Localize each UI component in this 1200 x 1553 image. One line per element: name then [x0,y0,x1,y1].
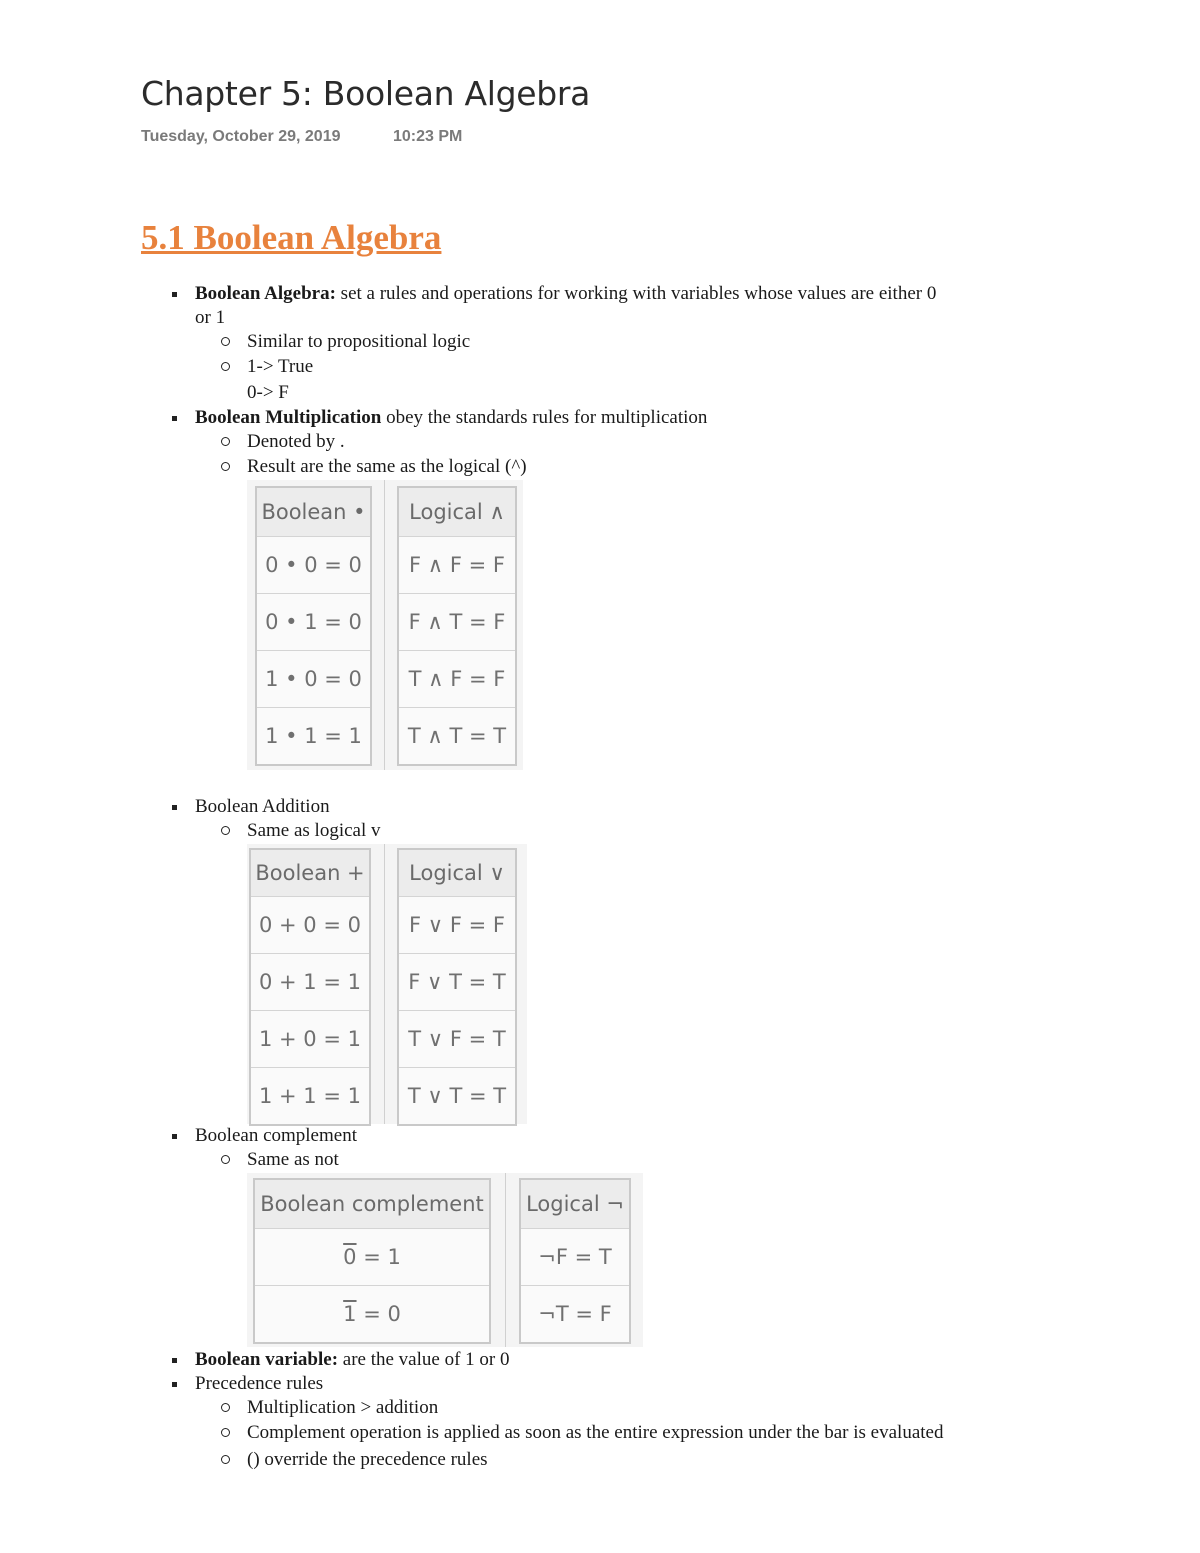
note-same-logical-or: Same as logical v [247,820,381,841]
bullet-square-icon [172,416,177,421]
note-denoted-by: Denoted by . [247,431,345,452]
table-cell [255,1228,489,1285]
table-header: Boolean + [251,850,369,896]
definition-boolean-multiplication: obey the standards rules for multiplication [381,407,708,428]
table-cell: T ∧ F = F [399,650,515,707]
table-cell: 1 + 0 = 1 [251,1010,369,1067]
table-cell: T ∧ T = T [399,707,515,764]
table-header: Logical ∧ [399,488,515,536]
table-cell: 0 • 1 = 0 [257,593,370,650]
boolean-addition-table [249,848,371,1126]
table-cell: T ∨ T = T [399,1067,515,1124]
logical-and-table [397,486,517,766]
table-cell: F ∨ F = F [399,896,515,953]
table-cell: 0 + 1 = 1 [251,953,369,1010]
page-date: Tuesday, October 29, 2019 [141,128,341,145]
complement-table-image [247,1173,643,1347]
table-cell: ¬F = T [521,1228,629,1285]
bullet-circle-icon [221,337,230,346]
table-divider [505,1173,506,1347]
bullet-circle-icon [221,1428,230,1437]
definition-boolean-variable: are the value of 1 or 0 [338,1349,510,1370]
table-header: Boolean • [257,488,370,536]
table-header: Boolean complement [255,1180,489,1228]
note-precedence-rules: Precedence rules [195,1373,324,1394]
table-cell: F ∧ T = F [399,593,515,650]
table-cell: F ∧ F = F [399,536,515,593]
logical-or-table [397,848,517,1126]
bullet-square-icon [172,292,177,297]
note-boolean-algebra-cont: or 1 [195,307,226,328]
definition-boolean-algebra: set a rules and operations for working with variables whose values are either 0 [335,283,937,304]
table-cell: 1 + 1 = 1 [251,1067,369,1124]
bullet-square-icon [172,1134,177,1139]
bullet-circle-icon [221,362,230,371]
addition-table-image [247,844,527,1124]
multiplication-table-image [247,480,523,770]
note-parentheses-override: () override the precedence rules [247,1449,488,1470]
complement-bar: 1 [343,1302,357,1326]
note-zero-false: 0-> F [247,382,289,403]
note-boolean-multiplication [195,406,707,430]
complement-result: = 1 [356,1245,401,1269]
complement-result: = 0 [356,1302,401,1326]
note-result-logical-and: Result are the same as the logical (^) [247,456,527,477]
term-boolean-multiplication: Boolean Multiplication [195,407,382,428]
table-header: Logical ¬ [521,1180,629,1228]
bullet-square-icon [172,805,177,810]
note-one-true: 1-> True [247,356,314,377]
note-same-as-not: Same as not [247,1149,339,1170]
note-boolean-addition: Boolean Addition [195,796,330,817]
table-cell: 1 • 0 = 0 [257,650,370,707]
section-heading: 5.1 Boolean Algebra [141,218,442,257]
bullet-circle-icon [221,1155,230,1164]
term-boolean-algebra: Boolean Algebra: [195,283,336,304]
table-cell: 0 • 0 = 0 [257,536,370,593]
table-divider [384,844,385,1124]
page-title: Chapter 5: Boolean Algebra [141,74,591,113]
note-boolean-algebra [195,282,936,306]
logical-not-table [519,1178,631,1344]
bullet-circle-icon [221,462,230,471]
boolean-multiplication-table [255,486,372,766]
page-time: 10:23 PM [393,128,463,145]
table-divider [384,480,385,770]
bullet-circle-icon [221,1455,230,1464]
boolean-complement-table [253,1178,491,1344]
bullet-circle-icon [221,1403,230,1412]
table-cell: ¬T = F [521,1285,629,1342]
complement-bar: 0 [343,1245,357,1269]
bullet-circle-icon [221,437,230,446]
bullet-circle-icon [221,826,230,835]
table-cell: 1 • 1 = 1 [257,707,370,764]
note-multiplication-over-addition: Multiplication > addition [247,1397,439,1418]
note-similar-logic: Similar to propositional logic [247,331,471,352]
note-boolean-variable [195,1348,510,1372]
table-cell: 0 + 0 = 0 [251,896,369,953]
table-header: Logical ∨ [399,850,515,896]
bullet-square-icon [172,1382,177,1387]
table-cell [255,1285,489,1342]
note-boolean-complement: Boolean complement [195,1125,357,1146]
table-cell: F ∨ T = T [399,953,515,1010]
term-boolean-variable: Boolean variable: [195,1349,339,1370]
bullet-square-icon [172,1358,177,1363]
table-cell: T ∨ F = T [399,1010,515,1067]
note-complement-applied: Complement operation is applied as soon as the entire expression under the bar is evaluated [247,1422,944,1443]
